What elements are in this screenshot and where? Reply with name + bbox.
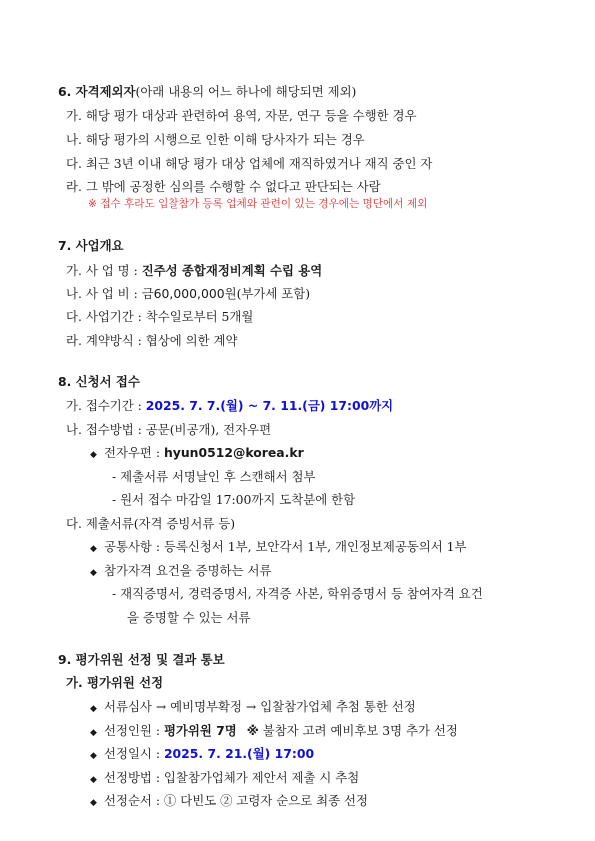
s8-common: 공통사항 : 등록신청서 1부, 보안각서 1부, 개인정보제공동의서 1부 — [104, 539, 467, 554]
s8-email-value: hyun0512@korea.kr — [163, 445, 304, 460]
s9-bullet-1-text: 서류심사 → 예비명부확정 → 입찰참가업체 추첨 통한 선정 — [104, 699, 416, 714]
s9-bullet-3 — [90, 746, 314, 764]
s9-bullet-2-note: 불참자 고려 예비후보 3명 추가 선정 — [258, 723, 458, 738]
s7-project-cost-label: 나. 사 업 비 : — [66, 286, 142, 301]
s8-email-row — [90, 445, 304, 463]
s7-project-name-value: 진주성 종합재정비계획 수립 용역 — [141, 263, 323, 278]
s8-period — [66, 398, 393, 414]
s9-bullet-2-label: 선정인원 : — [104, 723, 164, 738]
s9-bullet-2-value: 평가위원 7명 — [163, 723, 237, 738]
s6-item-na: 나. 해당 평가의 시행으로 인한 이해 당사자가 되는 경우 — [66, 132, 365, 147]
s7-project-name-label: 가. 사 업 명 : — [66, 263, 142, 278]
s8-qual: 참가자격 요건을 증명하는 서류 — [104, 563, 272, 578]
section-6-title: 6. 자격제외자 — [58, 84, 136, 99]
section-6-title-note: (아래 내용의 어느 하나에 해당되면 제외) — [135, 84, 357, 99]
diamond-bullet-icon: ◆ — [90, 568, 97, 578]
s6-item-ga: 가. 해당 평가 대상과 관련하여 용역, 자문, 연구 등을 수행한 경우 — [66, 108, 417, 123]
s9-bullet-3-value: 2025. 7. 21.(월) 17:00 — [163, 746, 315, 761]
s8-common-row — [90, 539, 467, 557]
s7-contract-method: 라. 계약방식 : 협상에 의한 계약 — [66, 333, 238, 348]
section-6-heading — [58, 84, 356, 100]
s8-qual-sub-1: - 재직증명서, 경력증명서, 자격증 사본, 학위증명서 등 참여자격 요건 — [112, 586, 483, 601]
s9-bullet-3-label: 선정일시 : — [104, 746, 164, 761]
section-9-title: 9. 평가위원 선정 및 결과 통보 — [58, 652, 225, 667]
s8-email-sub-1: - 제출서류 서명날인 후 스캔해서 첨부 — [112, 469, 316, 484]
s9-bullet-5-text: 선정순서 : ① 다빈도 ② 고령자 순으로 최종 선정 — [104, 793, 368, 808]
s7-project-cost-value: 금60,000,000원 — [141, 286, 237, 301]
s6-exclusion-note: ※ 접수 후라도 입찰참가 등록 업체와 관련이 있는 경우에는 명단에서 제외 — [88, 198, 428, 210]
s7-project-period: 다. 사업기간 : 착수일로부터 5개월 — [66, 309, 254, 324]
s8-period-value: 2025. 7. 7.(월) ~ 7. 11.(금) 17:00까지 — [145, 398, 394, 413]
s8-email-sub-2: - 원서 접수 마감일 17:00까지 도착분에 한함 — [112, 492, 356, 507]
diamond-bullet-icon: ◆ — [90, 798, 97, 808]
section-8-title: 8. 신청서 접수 — [58, 374, 140, 389]
s6-item-da: 다. 최근 3년 이내 해당 평가 대상 업체에 재직하였거나 재직 중인 자 — [66, 156, 433, 171]
diamond-bullet-icon: ◆ — [90, 450, 97, 460]
diamond-bullet-icon: ◆ — [90, 704, 97, 714]
s8-qual-sub-2: 을 증명할 수 있는 서류 — [127, 610, 251, 625]
diamond-bullet-icon: ◆ — [90, 544, 97, 554]
s9-bullet-4 — [90, 770, 359, 788]
s7-project-cost-note: (부가세 포함) — [236, 286, 311, 301]
s9-bullet-4-text: 선정방법 : 입찰참가업체가 제안서 제출 시 추첨 — [104, 770, 360, 785]
diamond-bullet-icon: ◆ — [90, 728, 97, 738]
s7-project-name — [66, 263, 322, 279]
diamond-bullet-icon: ◆ — [90, 775, 97, 785]
s7-project-cost — [66, 286, 310, 302]
s9-bullet-1 — [90, 699, 416, 717]
s9-bullet-2-mark: ※ — [246, 723, 259, 738]
s8-email-label: 전자우편 : — [104, 445, 164, 460]
diamond-bullet-icon: ◆ — [90, 751, 97, 761]
s8-period-label: 가. 접수기간 : — [66, 398, 146, 413]
s8-documents: 다. 제출서류(자격 증빙서류 등) — [66, 516, 236, 531]
s6-item-ra: 라. 그 밖에 공정한 심의를 수행할 수 없다고 판단되는 사람 — [66, 179, 381, 194]
section-7-title: 7. 사업개요 — [58, 238, 124, 253]
s9-bullet-2 — [90, 723, 458, 741]
s9-bullet-5 — [90, 793, 368, 811]
s9-subtitle: 가. 평가위원 선정 — [66, 675, 164, 690]
s8-method: 나. 접수방법 : 공문(비공개), 전자우편 — [66, 422, 272, 437]
s8-qual-row — [90, 563, 271, 581]
